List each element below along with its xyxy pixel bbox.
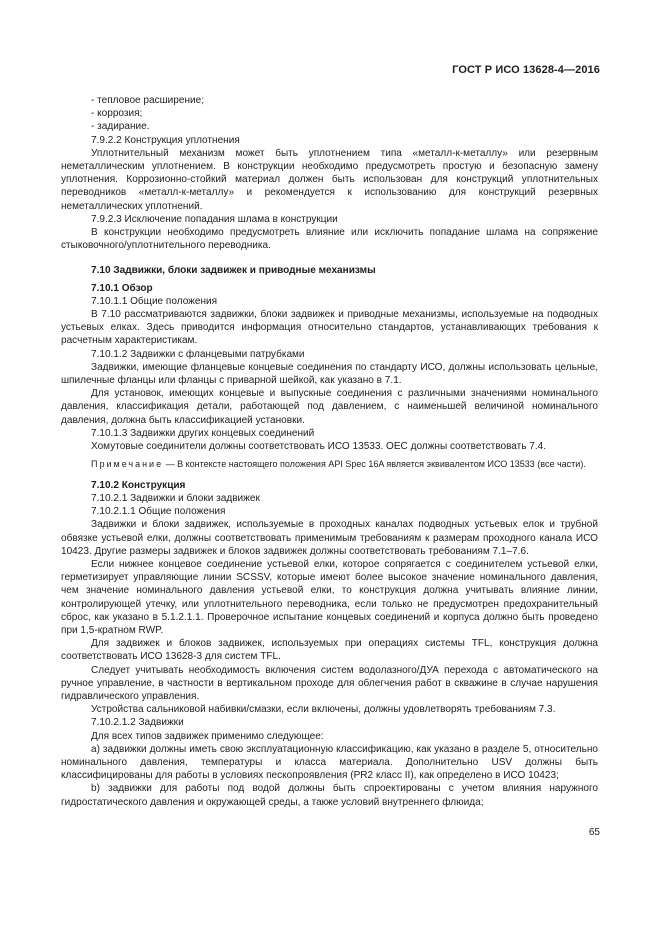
subsection-heading: 7.10.2.1.2 Задвижки xyxy=(91,717,184,729)
subsection-heading: 7.10.1.3 Задвижки других концевых соединений xyxy=(91,427,315,439)
paragraph: Для установок, имеющих концевые и выпускные соединения с различными значениями номинального давления, классификация детали, работающей под давлением, с наименьшей величиной номинального давления, должна быть классификацией установки. xyxy=(61,388,598,426)
paragraph: Уплотнительный механизм может быть уплотнением типа «металл-к-металлу» или резервным неметаллическим уплотнением. В конструкции необходимо предусмотреть простую и безопасную замену уплотнения. Коррозионно-стойкий материал должен быть использован для конструкций уплотнительных переводников «металл-к-металлу» и рекомендуется к использованию для конструкций резервных неметаллических уплотнений. xyxy=(61,147,598,212)
paragraph: Хомутовые соединители должны соответствовать ИСО 13533. ОЕС должны соответствовать 7.4. xyxy=(91,441,547,453)
subsection-heading: 7.10.1.1 Общие положения xyxy=(91,295,218,307)
paragraph: В 7.10 рассматриваются задвижки, блоки задвижек и приводные механизмы, используемые на подводных устьевых елках. Здесь приводится информация относительно стандартов, устанавливающих требования к расчетным характеристикам. xyxy=(61,309,598,347)
list-item: - тепловое расширение; xyxy=(91,95,204,106)
paragraph: Задвижки и блоки задвижек, используемые в проходных каналах подводных устьевых елок и трубной обвязке устьевой елки, должны соответствовать применимым требованиям к размерам проходного канала ИСО 10423. Другие размеры задвижек и блоков задвижек должны соответствовать требованиям 7.1–7.6. xyxy=(61,519,598,557)
subsection-heading: 7.9.2.3 Исключение попадания шлама в конструкции xyxy=(91,213,338,225)
note-text: — В контексте настоящего положения API Spec 16A является эквивалентом ИСО 13533 (все части). xyxy=(163,459,586,470)
subsection-title: 7.10.1 Обзор xyxy=(91,282,153,294)
section-heading: 7.10 Задвижки, блоки задвижек и приводные механизмы xyxy=(91,265,376,277)
paragraph: Для всех типов задвижек применимо следующее: xyxy=(91,730,324,742)
subsection-heading: 7.10.2.1.1 Общие положения xyxy=(91,506,226,518)
note xyxy=(61,458,598,471)
paragraph: Для задвижек и блоков задвижек, используемых при операциях системы TFL, конструкция должна соответствовать ИСО 13628-3 для систем TFL. xyxy=(61,638,598,663)
document-body xyxy=(61,94,598,809)
page-number: 65 xyxy=(588,827,600,838)
subsection-heading: 7.10.2.1 Задвижки и блоки задвижек xyxy=(91,492,260,504)
list-item: - задирание. xyxy=(91,121,150,133)
paragraph: В конструкции необходимо предусмотреть влияние или исключить попадание шлама на сопряжение стыковочного/уплотнительного переводника. xyxy=(61,227,598,252)
paragraph: Устройства сальниковой набивки/смазки, если включены, должны удовлетворять требованиям 7.3. xyxy=(91,704,556,716)
subsection-heading: 7.9.2.2 Конструкция уплотнения xyxy=(91,134,240,146)
paragraph: Если нижнее концевое соединение устьевой елки, которое сопрягается с соединителем устьевой елки, герметизирует управляющие линии SCSSV, которые имеют более высокое значение номинального давления, чем значение номинального давления устьевой елки, то конструкция должна учитывать влияние линии, контролирующей утечку, или уплотнительного переводника, если только не предусмотрен предохранительный сброс, как указано в 5.1.2.1.1. Проверочное испытание концевых соединений и корпуса должно быть проведено при 1,5-кратном RWP. xyxy=(61,559,598,637)
paragraph: b) задвижки для работы под водой должны быть спроектированы с учетом влияния наружного гидростатического давления и окружающей среды, а также условий внутреннего флюида; xyxy=(61,783,598,808)
standard-header: ГОСТ Р ИСО 13628-4—2016 xyxy=(452,64,600,76)
note-label: Примечание xyxy=(91,459,164,470)
subsection-heading: 7.10.1.2 Задвижки с фланцевыми патрубками xyxy=(91,348,305,360)
paragraph: Задвижки, имеющие фланцевые концевые соединения по стандарту ИСО, должны использовать цельные, шпилечные фланцы или фланцы с приварной шейкой, как указано в 7.1. xyxy=(61,361,598,387)
subsection-title: 7.10.2 Конструкция xyxy=(91,479,186,491)
paragraph: a) задвижки должны иметь свою эксплуатационную классификацию, как указано в разделе 5, относительно номинального давления, температуры и класса материала. Дополнительно USV должны быть классифицированы для работы в условиях пескопроявления (PR2 класс II), как определено в ИСО 10423; xyxy=(61,743,598,782)
paragraph: Следует учитывать необходимость включения систем водолазного/ДУА перехода с автоматического на ручное управление, в частности в вертикальном проходе для облегчения работ в скважине в случае нарушения гидравлического управления. xyxy=(61,664,598,703)
list-item: - коррозия; xyxy=(91,108,143,120)
